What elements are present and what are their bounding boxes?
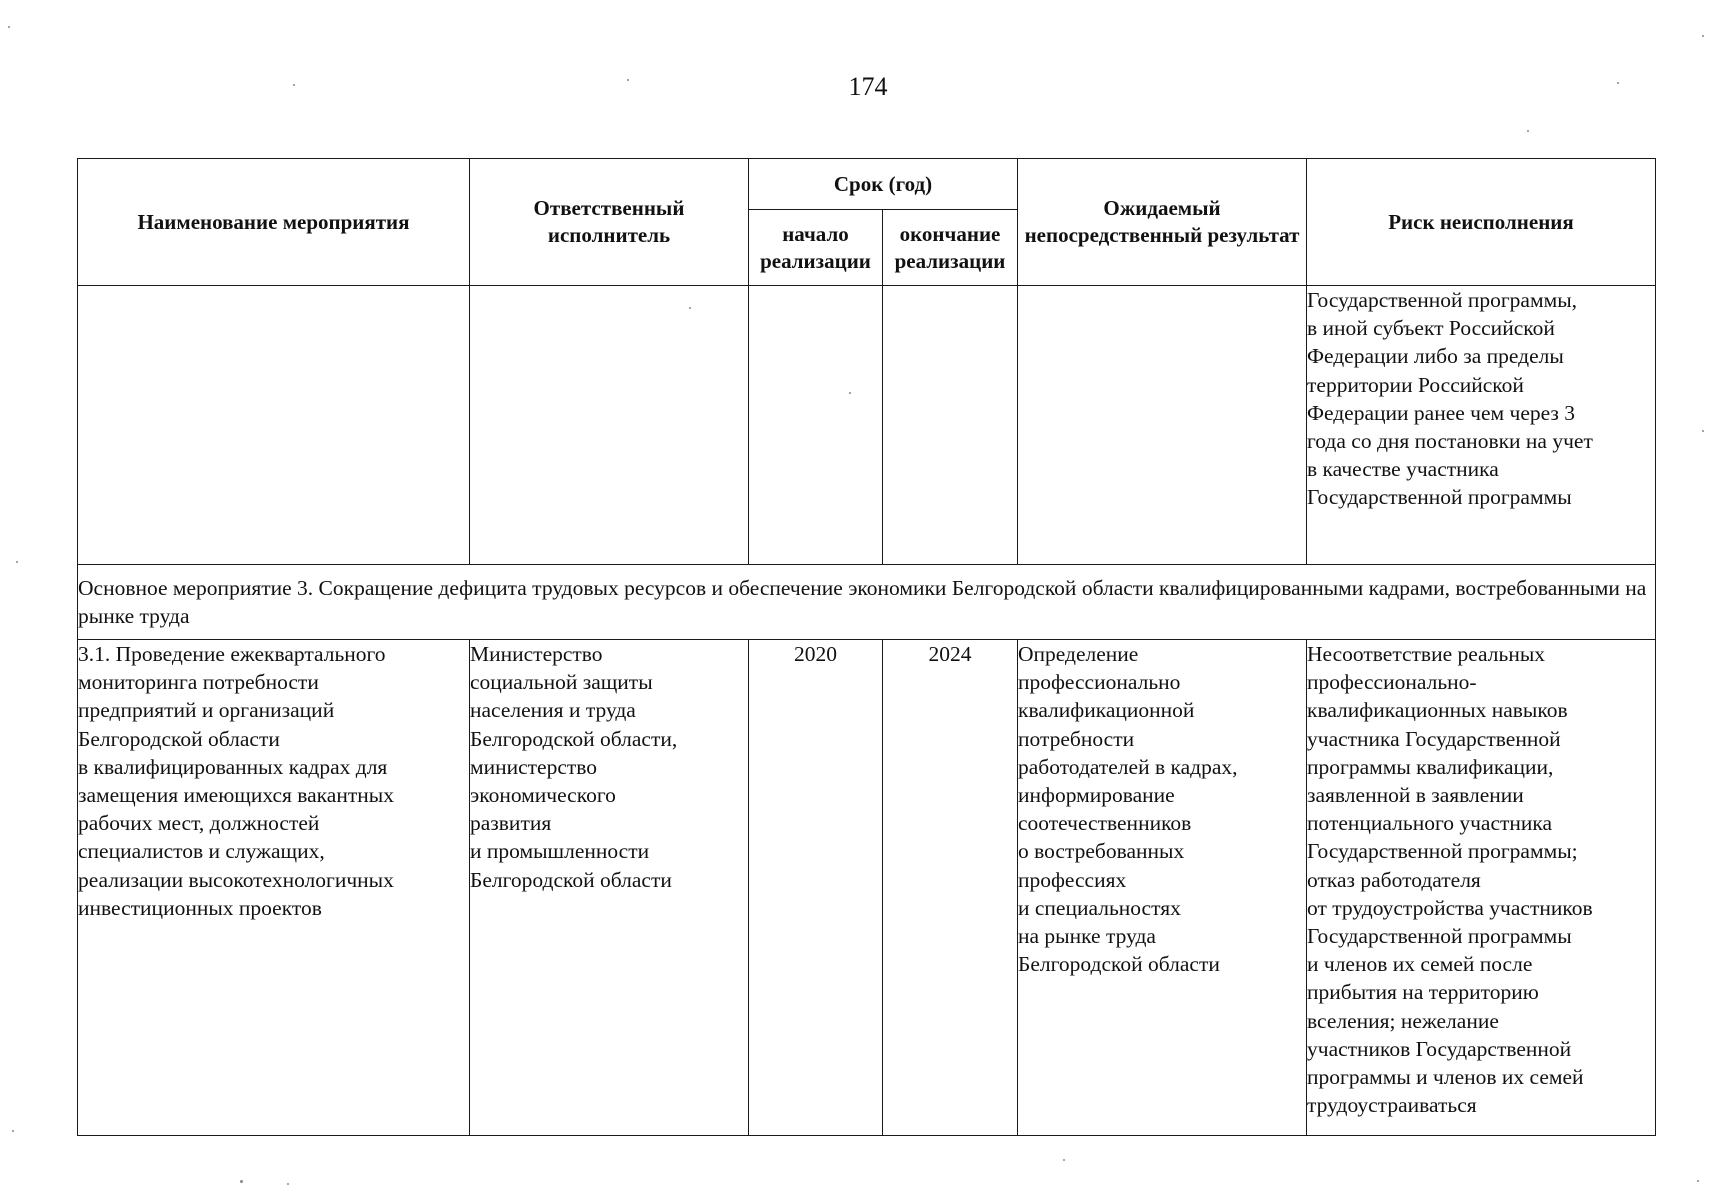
- scan-speck: [1702, 430, 1704, 432]
- header-executor: Ответственный исполнитель: [470, 159, 749, 286]
- cell-name: [78, 286, 470, 565]
- cell-result: Определение профессионально квалификационной потребности работодателей в кадрах, информирование соотечественников о востребованных профессиях и специальностях на рынке труда Белгородской области: [1018, 640, 1307, 1136]
- cell-executor: Министерство социальной защиты населения и труда Белгородской области, министерство экономического развития и промышленности Белгородской области: [470, 640, 749, 1136]
- scan-speck: [1063, 1159, 1065, 1161]
- scan-speck: [16, 561, 18, 563]
- scan-speck: [849, 392, 851, 394]
- scan-speck: [1702, 35, 1704, 37]
- header-result: Ожидаемый непосредственный результат: [1018, 159, 1307, 286]
- page-number: 174: [848, 72, 888, 101]
- cell-result: [1018, 286, 1307, 565]
- scan-speck: [689, 307, 691, 309]
- cell-end: [883, 286, 1018, 565]
- scan-speck: [627, 79, 629, 81]
- cell-name: 3.1. Проведение ежеквартального мониторинга потребности предприятий и организаций Белгородской области в квалифицированных кадрах для замещения имеющихся вакантных рабочих мест, должностей специалистов и служащих, реализации высокотехнологичных инвестиционных проектов: [78, 640, 470, 1136]
- cell-start: [749, 286, 883, 565]
- cell-executor: [470, 286, 749, 565]
- cell-risk: Государственной программы, в иной субъект Российской Федерации либо за пределы территории Российской Федерации ранее чем через 3 года со дня постановки на учет в качестве участника Государственной программы: [1307, 286, 1656, 565]
- scan-speck: [8, 26, 10, 28]
- table-row-section: [78, 565, 1656, 640]
- scan-speck: [1617, 82, 1619, 84]
- header-row: [78, 159, 1656, 210]
- cell-start: 2020: [749, 640, 883, 1136]
- header-risk: Риск неисполнения: [1307, 159, 1656, 286]
- section-title: Основное мероприятие 3. Сокращение дефицита трудовых ресурсов и обеспечение экономики Белгородской области квалифицированными кадрами, востребованными на рынке труда: [78, 565, 1656, 640]
- scan-speck: [1697, 1180, 1699, 1182]
- table-row-continuation: [78, 286, 1656, 565]
- header-name: Наименование мероприятия: [78, 159, 470, 286]
- scan-speck: [12, 1130, 14, 1132]
- cell-end: 2024: [883, 640, 1018, 1136]
- header-end: окончание реализации: [883, 210, 1018, 286]
- cell-risk: Несоответствие реальных профессионально- квалификационных навыков участника Государственной программы квалификации, заявленной в заявлении потенциального участника Государственной программы; отказ работодателя от трудоустройства участников Государственной программы и членов их семей после прибытия на территорию вселения; нежелание участников Государственной программы и членов их семей трудоустраиваться: [1307, 640, 1656, 1136]
- scan-speck: [240, 1180, 243, 1183]
- header-start: начало реализации: [749, 210, 883, 286]
- table-row-3-1: [78, 640, 1656, 1136]
- header-term: Срок (год): [749, 159, 1018, 210]
- measures-table: [77, 158, 1656, 1136]
- scan-speck: [293, 84, 295, 86]
- scan-speck: [287, 1183, 289, 1185]
- scan-speck: [1527, 130, 1529, 132]
